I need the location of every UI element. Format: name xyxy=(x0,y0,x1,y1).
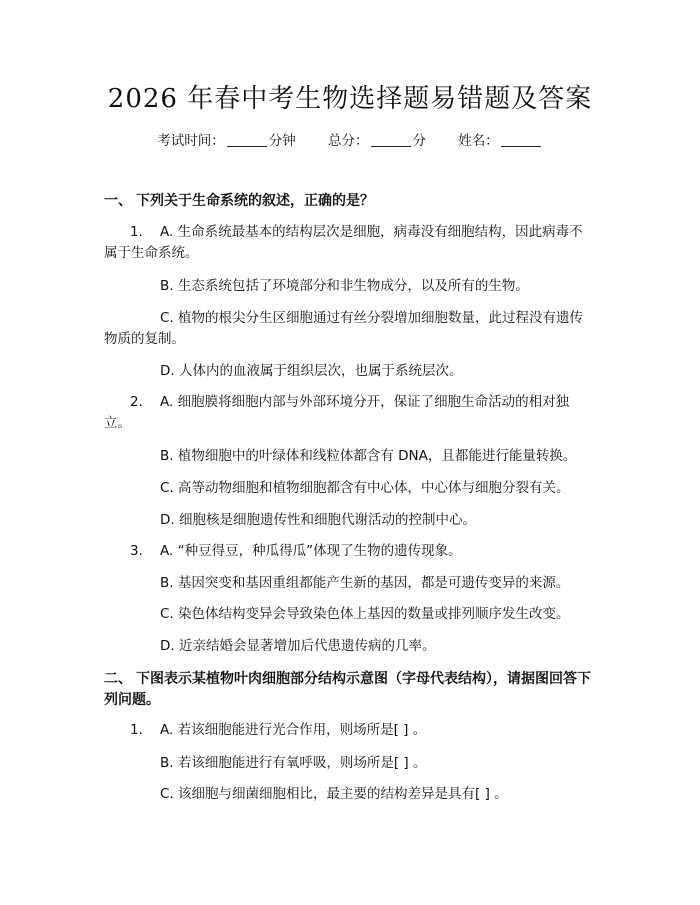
exam-time-label: 考试时间： xyxy=(157,133,225,149)
section-heading-text: 下图表示某植物叶肉细胞部分结构示意图（字母代表结构），请据图回答下 xyxy=(136,671,591,687)
question-1-option-c-cont: 物质的复制。 xyxy=(104,331,185,347)
option-text: C. 染色体结构变异会导致染色体上基因的数量或排列顺序发生改变。 xyxy=(160,606,570,622)
option-text: A. 生命系统最基本的结构层次是细胞，病毒没有细胞结构，因此病毒不 xyxy=(160,224,583,240)
section-number: 二、 xyxy=(104,671,132,687)
total-score-field xyxy=(328,133,430,149)
option-text: C. 植物的根尖分生区细胞通过有丝分裂增加细胞数量，此过程没有遗传 xyxy=(160,310,584,326)
question-2-option-c xyxy=(104,475,594,501)
section-1-heading xyxy=(104,190,604,212)
question-3-option-c xyxy=(104,601,594,627)
option-text: D. 近亲结婚会显著增加后代患遗传病的几率。 xyxy=(160,638,436,654)
section-number: 一、 xyxy=(104,193,132,209)
exam-time-field xyxy=(157,133,300,149)
question-3-option-a xyxy=(104,538,594,564)
question-2-option-b xyxy=(104,443,594,469)
question-number: 1. xyxy=(130,722,143,738)
document-title: 2026 年春中考生物选择题易错题及答案 xyxy=(107,84,593,114)
total-score-label: 总分： xyxy=(328,133,369,149)
student-name-blank[interactable] xyxy=(501,132,541,147)
exam-time-blank[interactable] xyxy=(227,132,267,147)
question-1-option-d xyxy=(104,358,594,384)
question-2-option-a-cont: 立。 xyxy=(104,415,131,431)
option-text: C. 该细胞与细菌细胞相比，最主要的结构差异是具有[ ] 。 xyxy=(160,786,508,802)
question-number: 2. xyxy=(130,394,143,410)
question-3-option-d xyxy=(104,633,594,659)
question-3-option-b xyxy=(104,570,594,596)
option-text: A. 若该细胞能进行光合作用，则场所是[ ] 。 xyxy=(160,722,427,738)
option-text: D. 细胞核是细胞遗传性和细胞代谢活动的控制中心。 xyxy=(160,512,476,528)
question-number: 3. xyxy=(130,543,143,559)
question-2-option-d xyxy=(104,507,594,533)
question-1-option-a-cont: 属于生命系统。 xyxy=(104,245,199,261)
total-score-unit: 分 xyxy=(412,133,426,149)
exam-info-line xyxy=(0,131,700,151)
section-2-heading-cont: 列问题。 xyxy=(104,692,160,708)
option-text: D. 人体内的血液属于组织层次，也属于系统层次。 xyxy=(160,363,463,379)
option-text: B. 基因突变和基因重组都能产生新的基因，都是可遗传变异的来源。 xyxy=(160,575,570,591)
question-number: 1. xyxy=(130,224,143,240)
exam-time-unit: 分钟 xyxy=(268,133,296,149)
option-text: C. 高等动物细胞和植物细胞都含有中心体，中心体与细胞分裂有关。 xyxy=(160,480,570,496)
section-heading-text: 下列关于生命系统的叙述，正确的是？ xyxy=(136,193,374,209)
section-2-question-1-option-b xyxy=(104,750,594,776)
section-2-heading xyxy=(104,668,604,690)
section-2-question-1-option-c xyxy=(104,781,594,807)
student-name-label: 姓名： xyxy=(458,133,499,149)
option-text: B. 生态系统包括了环境部分和非生物成分，以及所有的生物。 xyxy=(160,278,529,294)
option-text: A. “种豆得豆，种瓜得瓜”体现了生物的遗传现象。 xyxy=(160,543,462,559)
option-text: B. 若该细胞能进行有氧呼吸，则场所是[ ] 。 xyxy=(160,755,427,771)
option-text: B. 植物细胞中的叶绿体和线粒体都含有 DNA，且都能进行能量转换。 xyxy=(160,448,577,464)
option-text: A. 细胞膜将细胞内部与外部环境分开，保证了细胞生命活动的相对独 xyxy=(160,394,570,410)
section-2-question-1-option-a xyxy=(104,717,594,743)
student-name-field xyxy=(458,133,543,149)
question-1-option-b xyxy=(104,273,594,299)
total-score-blank[interactable] xyxy=(371,132,411,147)
